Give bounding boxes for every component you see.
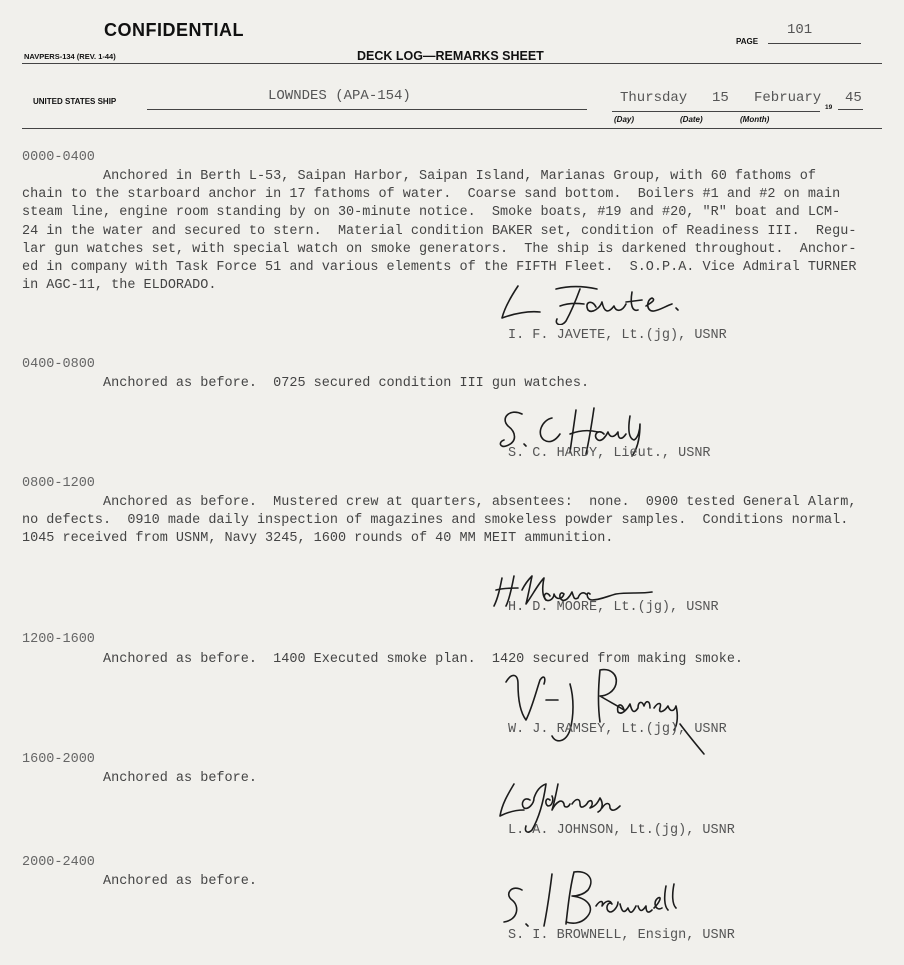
officer-signature-name: S. C. HARDY, Lieut., USNR (508, 446, 711, 461)
day-caption: (Day) (614, 115, 635, 124)
date-value: 15 (712, 90, 729, 106)
month-caption: (Month) (740, 115, 770, 124)
officer-signature-name: S. I. BROWNELL, Ensign, USNR (508, 928, 735, 943)
log-entry-text: Anchored as before. 0725 secured condition III gun watches. (22, 376, 590, 391)
year-line (838, 109, 863, 110)
log-entry-text: Anchored as before. 1400 Executed smoke plan. 1420 secured from making smoke. (22, 652, 744, 667)
header-rule (22, 63, 882, 64)
officer-signature-name: H. D. MOORE, Lt.(jg), USNR (508, 600, 719, 615)
page-label: PAGE (736, 37, 759, 46)
date-caption: (Date) (680, 115, 703, 124)
handwritten-signature-brownell-icon (496, 866, 682, 936)
watch-period: 1600-2000 (22, 752, 95, 767)
year-value: 45 (845, 90, 862, 106)
watch-period: 0000-0400 (22, 150, 95, 165)
log-entry-text: Anchored as before. (22, 771, 257, 786)
day-value: Thursday (620, 90, 688, 106)
watch-period: 0800-1200 (22, 476, 95, 491)
page-number: 101 (787, 22, 813, 38)
date-line (612, 111, 820, 112)
classification-stamp: CONFIDENTIAL (104, 20, 244, 40)
officer-signature-name: W. J. RAMSEY, Lt.(jg), USNR (508, 722, 727, 737)
form-number: NAVPERS-134 (REV. 1-44) (24, 52, 116, 61)
month-value: February (754, 90, 822, 106)
watch-period: 2000-2400 (22, 855, 95, 870)
header-bottom-rule (22, 128, 882, 129)
sheet-title: DECK LOG—REMARKS SHEET (357, 49, 544, 63)
century-label: 19 (825, 104, 833, 111)
log-entry-text: Anchored as before. Mustered crew at quarters, absentees: none. 0900 tested General Alarm, no defects. 0910 made daily inspection of magazines and smokeless powder samples. Conditions normal. 1045 received from USNM, Navy 3245, 1600 rounds of 40 MM MEIT ammunition. (22, 495, 857, 547)
officer-signature-name: I. F. JAVETE, Lt.(jg), USNR (508, 328, 727, 343)
page-number-line (768, 43, 861, 44)
watch-period: 1200-1600 (22, 632, 95, 647)
log-entry-text: Anchored in Berth L-53, Saipan Harbor, Saipan Island, Marianas Group, with 60 fathoms of chain to the starboard anchor in 17 fathoms of water. Coarse sand bottom. Boilers #1 and #2 on main steam line, engine room standing by on 30-minute notice. Smoke boats, #19 and #20, "R" boat and LCM- 24 in the water and secured to stern. Material condition BAKER set, condition of Readiness III. Regu- lar gun watches set, with special watch on smoke generators. The ship is darkened throughout. Anchor- ed in company with Task Force 51 and various elements of the FIFTH Fleet. S.O.P.A. Vice Admiral TURNER in AGC-11, the ELDORADO. (22, 169, 857, 294)
watch-period: 0400-0800 (22, 357, 95, 372)
handwritten-signature-javete-icon (496, 280, 686, 325)
officer-signature-name: L. A. JOHNSON, Lt.(jg), USNR (508, 823, 735, 838)
ship-name: LOWNDES (APA-154) (268, 88, 411, 104)
ship-name-line (147, 109, 587, 110)
ship-label: UNITED STATES SHIP (33, 97, 117, 106)
log-entry-text: Anchored as before. (22, 874, 257, 889)
handwritten-signature-ramsey-icon (500, 662, 710, 758)
